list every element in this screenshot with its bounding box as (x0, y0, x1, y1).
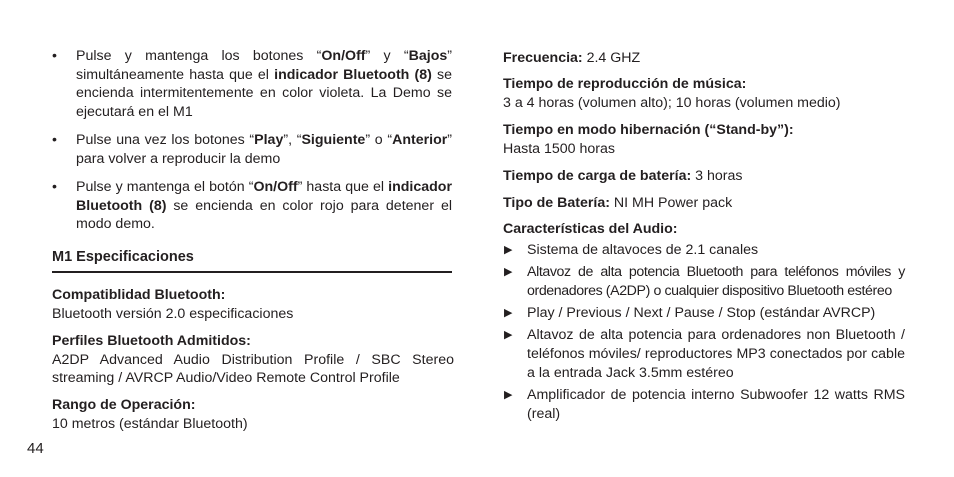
arrow-right-icon: ▶ (504, 389, 513, 401)
feature-text: Play / Previous / Next / Pause / Stop (estándar AVRCP) (527, 305, 876, 321)
feature-text: Altavoz de alta potencia para ordenadores non Bluetooth / teléfonos móviles/ reproductores MP3 conectados por cable a la entrada Jack 3.5mm estéreo (527, 327, 905, 381)
audio-feature-item (503, 263, 905, 301)
arrow-right-icon: ▶ (504, 266, 513, 278)
spec-label: Tiempo en modo hibernación (“Stand-by”): (503, 122, 794, 138)
spec-value: NI MH Power pack (613, 195, 733, 211)
spec-label: Frecuencia: (503, 50, 583, 66)
arrow-right-icon: ▶ (504, 329, 513, 341)
spec-value: 2.4 GHZ (586, 50, 641, 66)
arrow-right-icon: ▶ (504, 244, 513, 256)
audio-feature-item (503, 386, 905, 424)
demo-instructions-list (52, 47, 452, 244)
audio-feature-item (503, 304, 905, 323)
arrow-right-icon: ▶ (504, 307, 513, 319)
spec-value: A2DP Advanced Audio Distribution Profile / SBC Stereo streaming / AVRCP Audio/Video Remote Control Profile (52, 351, 454, 386)
feature-text: Amplificador de potencia interno Subwoofer 12 watts RMS (real) (527, 387, 905, 422)
spec-label: Perfiles Bluetooth Admitidos: (52, 333, 251, 349)
spec-music-time (503, 75, 905, 112)
bullet-icon: • (52, 132, 57, 148)
section-title: M1 Especificaciones (52, 249, 452, 273)
feature-text: Altavoz de alta potencia Bluetooth para teléfonos móviles y ordenadores (A2DP) o cualquier dispositivo Bluetooth estéreo (527, 264, 905, 299)
bullet-icon: • (52, 48, 57, 64)
spec-label: Tiempo de carga de batería: (503, 168, 692, 184)
audio-feature-item (503, 241, 905, 260)
spec-label: Rango de Operación: (52, 397, 196, 413)
spec-label: Características del Audio: (503, 221, 678, 237)
spec-standby-time (503, 121, 905, 158)
audio-feature-item (503, 326, 905, 383)
spec-battery-type (503, 194, 905, 213)
spec-bluetooth-compat (52, 286, 454, 323)
bullet-icon: • (52, 179, 57, 195)
spec-frequency (503, 49, 905, 68)
instruction-item: • Pulse y mantenga el botón “On/Off” hasta que el indicador Bluetooth (8) se encienda en color rojo para detener el modo demo. (52, 179, 452, 232)
spec-audio-features (503, 220, 905, 239)
spec-value: 3 horas (695, 168, 743, 184)
spec-value: Bluetooth versión 2.0 especificaciones (52, 305, 294, 322)
spec-range (52, 396, 454, 433)
spec-value: 10 metros (estándar Bluetooth) (52, 415, 248, 432)
spec-bluetooth-profiles (52, 332, 454, 388)
spec-value: Hasta 1500 horas (503, 140, 615, 157)
feature-text: Sistema de altavoces de 2.1 canales (527, 242, 759, 258)
spec-charge-time (503, 167, 905, 186)
spec-label: Compatiblidad Bluetooth: (52, 287, 226, 303)
page-number: 44 (27, 440, 44, 457)
audio-features-list (503, 241, 905, 427)
instruction-item: • Pulse y mantenga los botones “On/Off” y “Bajos” simultáneamente hasta que el indicador Bluetooth (8) se encienda intermitentemente en color violeta. La Demo se ejecutará en el M1 (52, 48, 452, 120)
spec-label: Tiempo de reproducción de música: (503, 76, 747, 92)
spec-label: Tipo de Batería: (503, 195, 610, 211)
instruction-item: • Pulse una vez los botones “Play”, “Siguiente” o “Anterior” para volver a reproducir la demo (52, 132, 452, 167)
spec-value: 3 a 4 horas (volumen alto); 10 horas (volumen medio) (503, 94, 841, 111)
